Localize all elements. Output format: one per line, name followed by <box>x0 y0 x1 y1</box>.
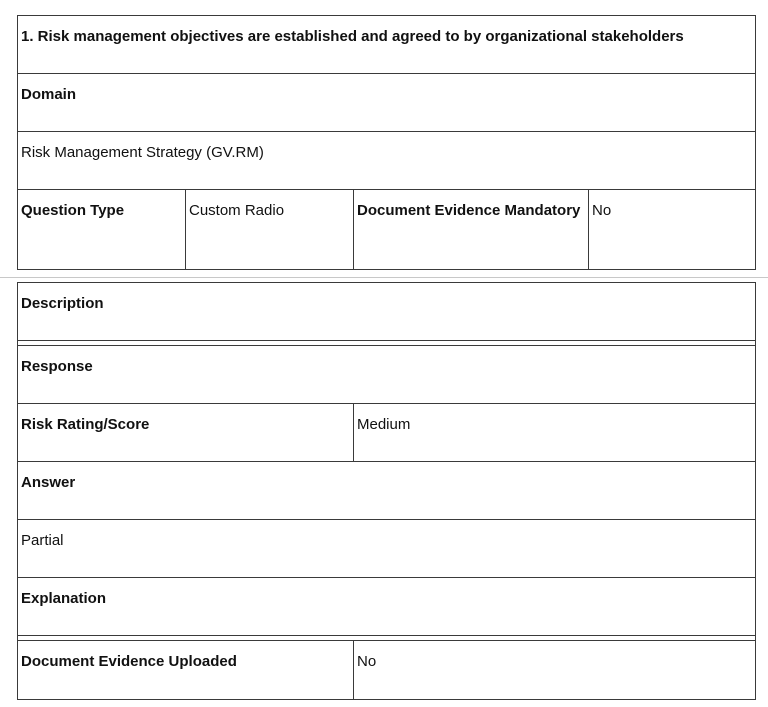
answer-label-row <box>18 462 755 520</box>
question-details-table <box>17 282 756 700</box>
domain-value-row <box>18 132 755 190</box>
risk-rating-label: Risk Rating/Score <box>21 416 150 433</box>
page-break-divider <box>0 277 768 278</box>
risk-rating-row <box>18 404 755 462</box>
evidence-uploaded-value: No <box>353 641 755 699</box>
description-label-row <box>18 283 755 341</box>
answer-value: Partial <box>21 532 64 549</box>
question-title: 1. Risk management objectives are established and agreed to by organizational stakeholders <box>21 28 684 45</box>
description-label: Description <box>21 295 104 312</box>
explanation-label: Explanation <box>21 590 107 607</box>
answer-label: Answer <box>21 474 76 491</box>
answer-value-row <box>18 520 755 578</box>
evidence-mandatory-label: Document Evidence Mandatory <box>353 190 588 269</box>
response-label-row <box>18 346 755 404</box>
domain-value: Risk Management Strategy (GV.RM) <box>21 144 264 161</box>
evidence-uploaded-label: Document Evidence Uploaded <box>21 653 237 670</box>
evidence-mandatory-value: No <box>588 190 755 269</box>
domain-label-row <box>18 74 755 132</box>
question-header-table <box>17 15 756 270</box>
evidence-uploaded-row <box>18 641 755 699</box>
question-type-value: Custom Radio <box>185 190 353 269</box>
question-type-row <box>18 190 755 269</box>
response-label: Response <box>21 358 93 375</box>
risk-rating-value: Medium <box>353 404 755 461</box>
question-title-row <box>18 16 755 74</box>
explanation-label-row <box>18 578 755 636</box>
question-type-label: Question Type <box>21 202 125 219</box>
domain-label: Domain <box>21 86 77 103</box>
